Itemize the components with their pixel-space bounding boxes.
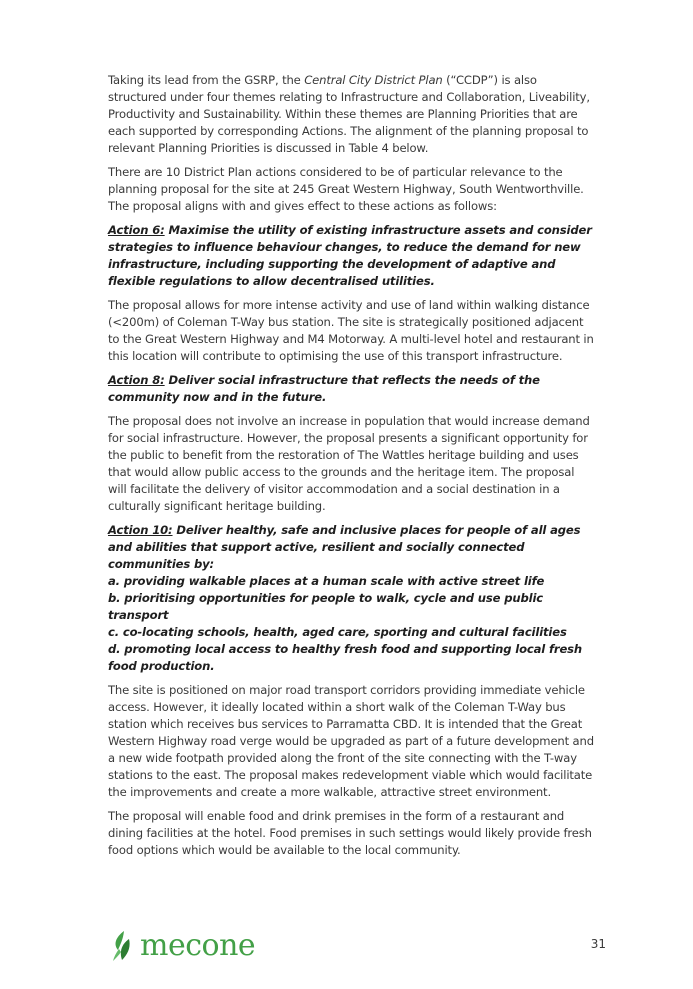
text-run: (“CCDP”) is also structured under four themes relating to Infrastructure and Collaboration, Liveability, Productivity and Sustainability. Within these themes are Planning Priorities that are each supported by corresponding Actions. The alignment of the planning proposal to relevant Planning Priorities is discussed in Table 4 below. <box>108 73 590 155</box>
page-number: 31 <box>590 937 606 951</box>
action-10-heading <box>108 522 596 675</box>
mecone-logo <box>110 926 255 966</box>
action-label: Action 8: <box>108 373 165 387</box>
action-text: Maximise the utility of existing infrastructure assets and consider strategies to influence behaviour changes, to reduce the demand for new infrastructure, including supporting the development of adaptive and flexible regulations to allow decentralised utilities. <box>108 223 592 288</box>
action-text: Deliver social infrastructure that reflects the needs of the community now and in the future. <box>108 373 540 404</box>
action-6-heading <box>108 222 596 290</box>
document-body <box>108 72 596 866</box>
action-10-item-d: d. promoting local access to healthy fresh food and supporting local fresh food production. <box>108 642 583 673</box>
leaf-icon <box>110 929 136 963</box>
action-8-heading <box>108 372 596 406</box>
paragraph-action-6-response: The proposal allows for more intense activity and use of land within walking distance (<200m) of Coleman T-Way bus station. The site is strategically positioned adjacent to the Great Western Highway and M4 Motorway. A multi-level hotel and restaurant in this location will contribute to optimising the use of this transport infrastructure. <box>108 298 594 363</box>
action-10-item-c: c. co-locating schools, health, aged care, sporting and cultural facilities <box>108 625 567 639</box>
paragraph-district-actions: There are 10 District Plan actions considered to be of particular relevance to the planning proposal for the site at 245 Great Western Highway, South Wentworthville. The proposal aligns with and gives effect to these actions as follows: <box>108 165 584 213</box>
paragraph-action-10-response: The site is positioned on major road transport corridors providing immediate vehicle access. However, it ideally located within a short walk of the Coleman T-Way bus station which receives bus services to Parramatta CBD. It is intended that the Great Western Highway road verge would be upgraded as part of a future development and a new wide footpath provided along the front of the site connecting with the T-way stations to the east. The proposal makes redevelopment viable which would facilitate the improvements and create a more walkable, attractive street environment. <box>108 683 594 799</box>
action-text: Deliver healthy, safe and inclusive places for people of all ages and abilities that support active, resilient and socially connected communities by: <box>108 523 581 571</box>
action-label: Action 6: <box>108 223 165 237</box>
action-10-item-b: b. prioritising opportunities for people to walk, cycle and use public transport <box>108 591 544 622</box>
paragraph-ccdp-intro <box>108 72 596 157</box>
paragraph-action-8-response: The proposal does not involve an increase in population that would increase demand for social infrastructure. However, the proposal presents a significant opportunity for the public to benefit from the restoration of The Wattles heritage building and uses that would allow public access to the grounds and the heritage item. The proposal will facilitate the delivery of visitor accommodation and a social destination in a culturally significant heritage building. <box>108 414 590 513</box>
text-run: Taking its lead from the GSRP, the <box>108 73 305 87</box>
paragraph-food-premises: The proposal will enable food and drink premises in the form of a restaurant and dining facilities at the hotel. Food premises in such settings would likely provide fresh food options which would be available to the local community. <box>108 809 592 857</box>
plan-title: Central City District Plan <box>304 73 443 87</box>
logo-wordmark: mecone <box>140 928 256 963</box>
action-label: Action 10: <box>108 523 173 537</box>
action-10-item-a: a. providing walkable places at a human scale with active street life <box>108 574 545 588</box>
